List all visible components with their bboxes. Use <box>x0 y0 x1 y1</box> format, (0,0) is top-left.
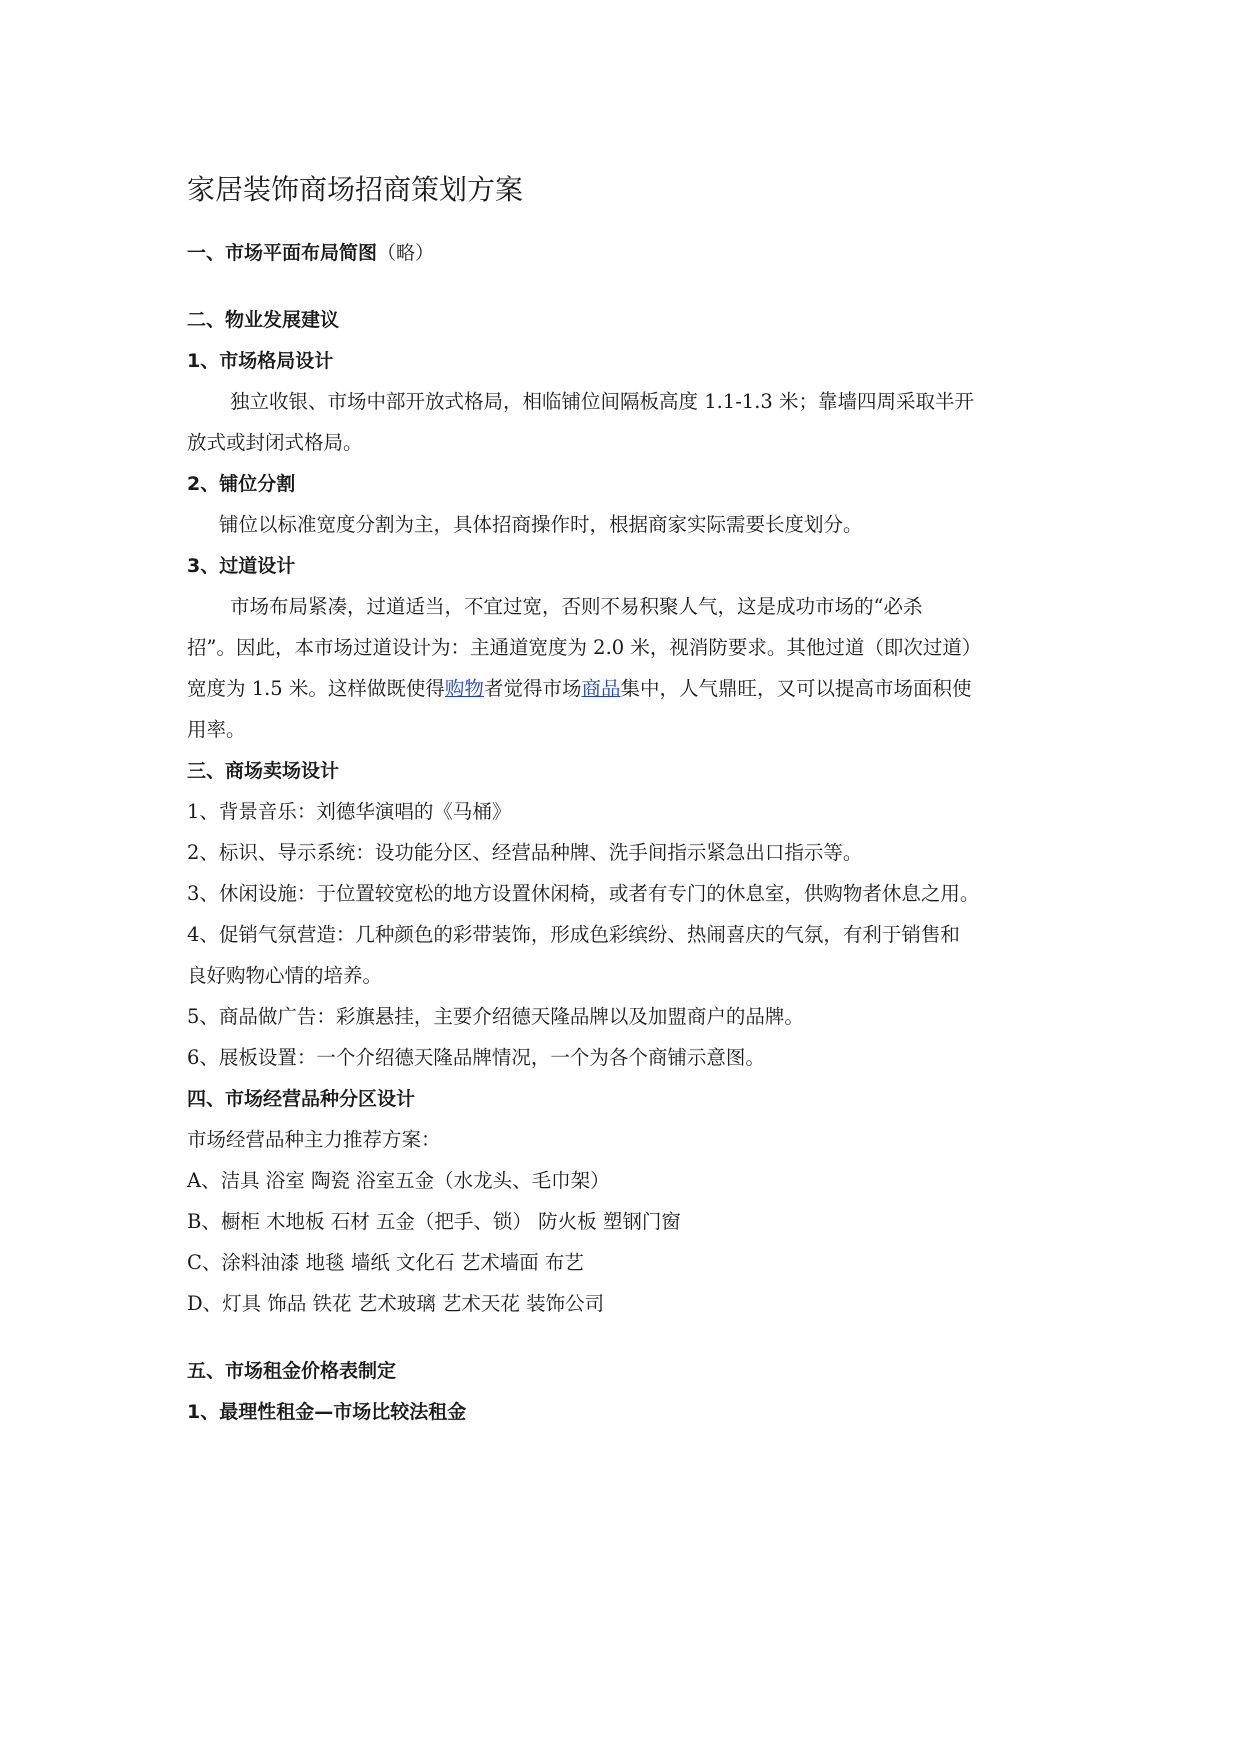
paragraph-layout-line-2: 放式或封闭式格局。 <box>187 431 363 454</box>
list-item: B、橱柜 木地板 石材 五金（把手、锁） 防火板 塑钢门窗 <box>187 1210 681 1233</box>
paragraph-layout-line-1: 独立收银、市场中部开放式格局，相临铺位间隔板高度 1.1-1.3 米；靠墙四周采取半开 <box>230 390 975 413</box>
paragraph-aisle-line-4: 用率。 <box>187 718 246 741</box>
subheading-market-layout: 1、市场格局设计 <box>187 350 334 372</box>
list-item: 2、标识、导示系统：设功能分区、经营品种牌、洗手间指示紧急出口指示等。 <box>187 841 863 864</box>
link-goods[interactable]: 商品 <box>581 677 621 700</box>
subheading-aisle-design: 3、过道设计 <box>187 555 296 577</box>
section-1-note: （略） <box>377 242 435 264</box>
subheading-shop-division: 2、铺位分割 <box>187 473 296 495</box>
paragraph-shop-division: 铺位以标准宽度分割为主，具体招商操作时，根据商家实际需要长度划分。 <box>219 513 863 536</box>
paragraph-aisle-line-1: 市场布局紧凑，过道适当，不宜过宽，否则不易积聚人气，这是成功市场的“必杀 <box>230 595 923 618</box>
list-item: 5、商品做广告：彩旗悬挂，主要介绍德天隆品牌以及加盟商户的品牌。 <box>187 1005 804 1028</box>
aisle-text-a: 宽度为 1.5 米。这样做既使得 <box>187 677 445 700</box>
paragraph-aisle-line-3 <box>187 674 971 704</box>
subheading-rent-method: 1、最理性租金—市场比较法租金 <box>187 1401 467 1423</box>
section-1-heading <box>187 238 434 268</box>
section-4-intro: 市场经营品种主力推荐方案： <box>187 1128 441 1151</box>
list-item: 6、展板设置：一个介绍德天隆品牌情况，一个为各个商铺示意图。 <box>187 1046 765 1069</box>
aisle-text-c: 集中，人气鼎旺，又可以提高市场面积使 <box>620 677 972 700</box>
paragraph-aisle-line-2: 招”。因此，本市场过道设计为：主通道宽度为 2.0 米，视消防要求。其他过道（即次过道） <box>187 636 982 659</box>
list-item: A、洁具 浴室 陶瓷 浴室五金（水龙头、毛巾架） <box>187 1169 610 1192</box>
aisle-text-b: 者觉得市场 <box>483 677 582 700</box>
section-3-heading: 三、商场卖场设计 <box>187 760 340 782</box>
list-item: 3、休闲设施：于位置较宽松的地方设置休闲椅，或者有专门的休息室，供购物者休息之用。 <box>187 882 980 905</box>
list-item: C、涂料油漆 地毯 墙纸 文化石 艺术墙面 布艺 <box>187 1251 584 1274</box>
list-item: D、灯具 饰品 铁花 艺术玻璃 艺术天花 装饰公司 <box>187 1292 605 1315</box>
list-item: 良好购物心情的培养。 <box>187 964 383 987</box>
link-shopping[interactable]: 购物 <box>444 677 484 700</box>
document-title: 家居装饰商场招商策划方案 <box>187 173 524 206</box>
list-item: 1、背景音乐：刘德华演唱的《马桶》 <box>187 800 512 823</box>
section-1-heading-text: 一、市场平面布局简图 <box>187 242 378 264</box>
section-4-heading: 四、市场经营品种分区设计 <box>187 1088 416 1110</box>
section-5-heading: 五、市场租金价格表制定 <box>187 1360 397 1382</box>
list-item: 4、促销气氛营造：几种颜色的彩带装饰，形成色彩缤纷、热闹喜庆的气氛，有利于销售和 <box>187 923 960 946</box>
section-2-heading: 二、物业发展建议 <box>187 309 340 331</box>
